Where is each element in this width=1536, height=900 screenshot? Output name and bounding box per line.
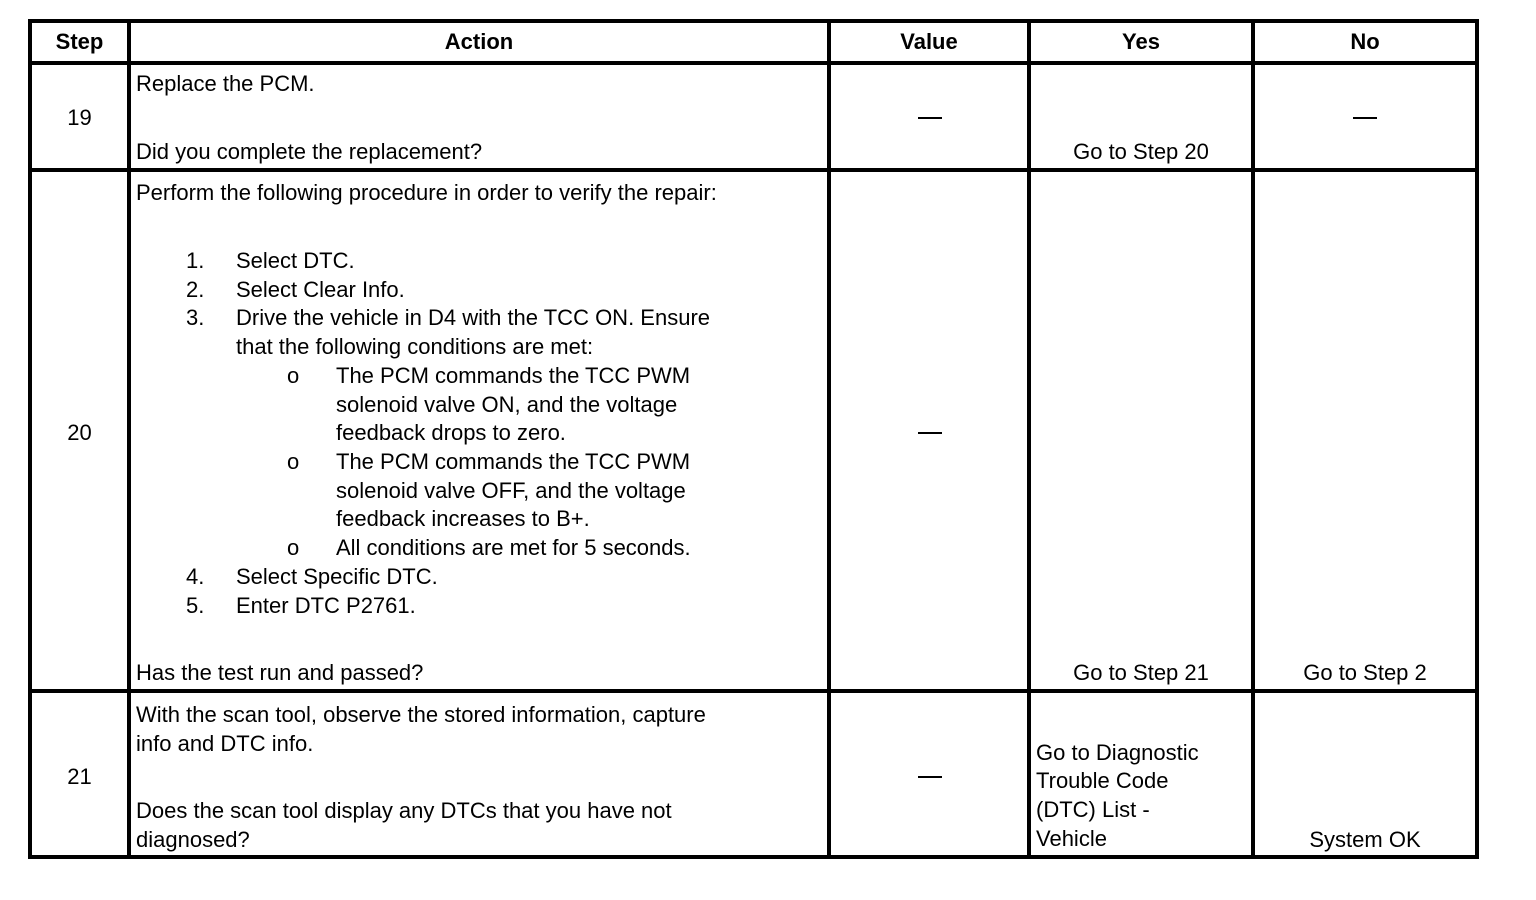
sub-item: The PCM commands the TCC PWM	[336, 449, 691, 474]
sub-item: solenoid valve OFF, and the voltage	[336, 478, 686, 503]
yes-result: Trouble Code	[1036, 768, 1169, 793]
list-number: 1.	[186, 248, 205, 273]
sub-item: feedback drops to zero.	[336, 420, 566, 445]
action-intro: Perform the following procedure in order to verify the repair:	[136, 180, 717, 205]
action-text: Replace the PCM.	[136, 71, 315, 96]
sub-item: solenoid valve ON, and the voltage	[336, 392, 678, 417]
sub-bullet: o	[287, 535, 300, 560]
yes-result: Go to Diagnostic	[1036, 740, 1199, 765]
sub-item: The PCM commands the TCC PWM	[336, 363, 691, 388]
list-number: 4.	[186, 564, 205, 589]
no-result: Go to Step 2	[1303, 660, 1427, 685]
yes-result: Vehicle	[1036, 826, 1107, 851]
action-question: Has the test run and passed?	[136, 660, 424, 685]
list-number: 5.	[186, 593, 205, 618]
header-value: Value	[900, 29, 958, 54]
sub-bullet: o	[287, 363, 300, 388]
list-number: 2.	[186, 277, 205, 302]
list-item: Drive the vehicle in D4 with the TCC ON. Ensure	[236, 305, 710, 330]
sub-item: All conditions are met for 5 seconds.	[336, 535, 691, 560]
header-step: Step	[55, 29, 104, 54]
action-question: diagnosed?	[136, 827, 250, 852]
value-dash	[918, 432, 942, 434]
header-action: Action	[444, 29, 514, 54]
action-text: info and DTC info.	[136, 731, 314, 756]
list-item: that the following conditions are met:	[236, 334, 594, 359]
header-yes: Yes	[1122, 29, 1160, 54]
action-question: Did you complete the replacement?	[136, 139, 483, 164]
step-number: 20	[67, 420, 92, 445]
list-item: Enter DTC P2761.	[236, 593, 416, 618]
yes-result: Go to Step 21	[1073, 660, 1209, 685]
yes-result: Go to Step 20	[1073, 139, 1209, 164]
yes-result: (DTC) List -	[1036, 797, 1150, 822]
action-question: Does the scan tool display any DTCs that you have not	[136, 798, 672, 823]
action-text: With the scan tool, observe the stored information, capture	[136, 702, 706, 727]
no-result: System OK	[1309, 827, 1421, 852]
sub-item: feedback increases to B+.	[336, 506, 590, 531]
header-no: No	[1350, 29, 1380, 54]
list-item: Select Clear Info.	[236, 277, 405, 302]
list-number: 3.	[186, 305, 205, 330]
value-dash	[918, 117, 942, 119]
list-item: Select Specific DTC.	[236, 564, 438, 589]
step-number: 21	[67, 764, 92, 789]
value-dash	[918, 776, 942, 778]
step-number: 19	[67, 105, 92, 130]
no-dash	[1353, 117, 1377, 119]
sub-bullet: o	[287, 449, 300, 474]
list-item: Select DTC.	[236, 248, 355, 273]
